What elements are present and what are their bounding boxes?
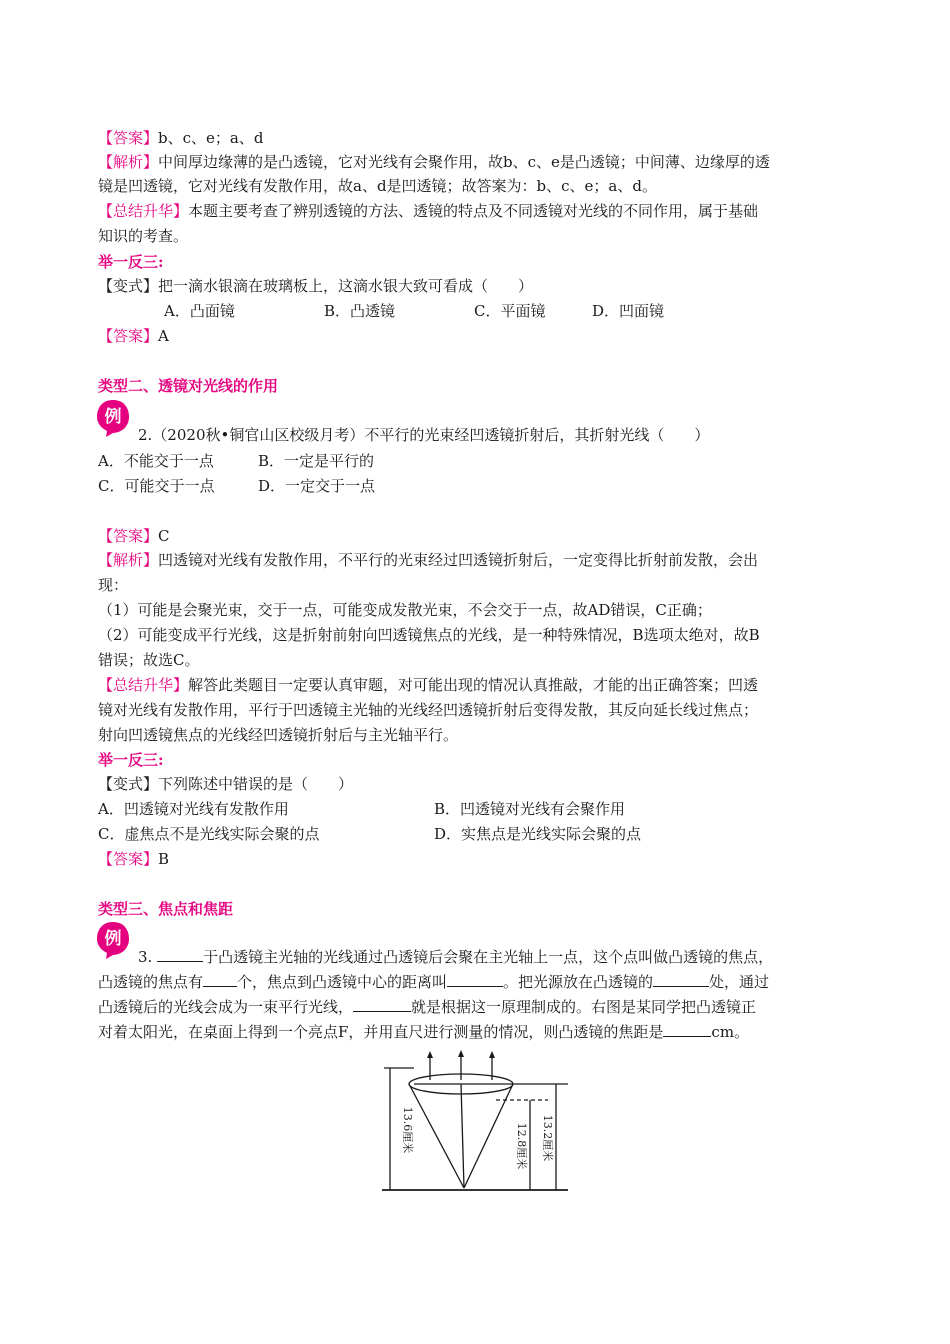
question-text: 凸透镜的焦点有 <box>98 973 204 991</box>
question-text: 于凸透镜主光轴的光线通过凸透镜后会聚在主光轴上一点，这个点叫做凸透镜的焦点， <box>203 948 774 966</box>
question-2: 2.（2020秋•铜官山区校级月考）不平行的光束经凹透镜折射后，其折射光线（ ） <box>138 426 710 444</box>
ruler-label: 13.2厘米 <box>541 1114 554 1162</box>
refracted-ray <box>409 1084 464 1188</box>
analysis-line <box>98 152 770 172</box>
variant-answer-line <box>98 326 169 346</box>
arrow-head-icon <box>427 1051 433 1058</box>
question-number: 3. <box>138 948 153 966</box>
answer-blank[interactable] <box>653 972 709 987</box>
analysis-line: 现： <box>98 576 129 594</box>
ruler-label: 13.6厘米 <box>401 1106 414 1154</box>
answer-line <box>98 526 170 546</box>
question-3-line-1 <box>138 947 773 967</box>
question-text: cm。 <box>711 1023 750 1041</box>
analysis-text: 凹透镜对光线有发散作用，不平行的光束经过凹透镜折射后，一定变得比折射前发散，会出 <box>158 551 759 569</box>
option-c: C．可能交于一点 <box>98 477 215 495</box>
answer-text: B <box>158 850 170 868</box>
answer-tag: 【答案】 <box>98 129 159 147</box>
example-badge-icon <box>96 920 130 960</box>
summary-text: 本题主要考查了辨别透镜的方法、透镜的特点及不同透镜对光线的不同作用，属于基础 <box>188 202 759 220</box>
analysis-text: 中间厚边缘薄的是凸透镜，它对光线有会聚作用，故b、c、e是凸透镜；中间薄、边缘厚的透 <box>158 153 770 171</box>
question-text: 处，通过 <box>709 973 770 991</box>
example-badge-label: 例 <box>104 929 122 949</box>
summary-line <box>98 201 758 221</box>
option-a: A．凸面镜 <box>164 302 235 320</box>
answer-text: A <box>158 327 169 345</box>
answer-line <box>98 128 263 148</box>
variant-answer-line <box>98 849 169 869</box>
option-b: B．凸透镜 <box>324 302 396 320</box>
refracted-ray <box>464 1084 513 1188</box>
answer-blank[interactable] <box>157 947 203 962</box>
practice-heading: 举一反三: <box>98 751 164 769</box>
summary-text: 解答此类题目一定要认真审题，对可能出现的情况认真推敲，才能的出正确答案；凹透 <box>188 676 759 694</box>
answer-blank[interactable] <box>663 1022 711 1037</box>
variant-question: 【变式】把一滴水银滴在玻璃板上，这滴水银大致可看成（ ） <box>98 277 534 295</box>
summary-line: 射向凹透镜焦点的光线经凹透镜折射后与主光轴平行。 <box>98 726 459 744</box>
option-a: A．不能交于一点 <box>98 452 214 470</box>
section-heading-type-2: 类型二、透镜对光线的作用 <box>98 377 279 395</box>
answer-blank[interactable] <box>447 972 503 987</box>
option-d: D．一定交于一点 <box>258 477 376 495</box>
analysis-line <box>98 550 758 570</box>
summary-line <box>98 675 758 695</box>
summary-tag: 【总结升华】 <box>98 676 189 694</box>
question-text: 个，焦点到凸透镜中心的距离叫 <box>237 973 448 991</box>
question-text: 凸透镜后的光线会成为一束平行光线， <box>98 998 354 1016</box>
option-a: A．凹透镜对光线有发散作用 <box>98 800 289 818</box>
ruler-label: 12.8厘米 <box>515 1122 528 1170</box>
arrow-head-icon <box>489 1051 495 1058</box>
variant-question: 【变式】下列陈述中错误的是（ ） <box>98 775 354 793</box>
arrow-head-icon <box>458 1050 464 1057</box>
practice-heading: 举一反三: <box>98 253 164 271</box>
example-badge-icon <box>96 398 130 438</box>
example-badge-label: 例 <box>104 407 122 427</box>
analysis-tag: 【解析】 <box>98 551 159 569</box>
answer-blank[interactable] <box>353 997 411 1012</box>
question-text: 就是根据这一原理制成的。右图是某同学把凸透镜正 <box>411 998 757 1016</box>
option-c: C．虚焦点不是光线实际会聚的点 <box>98 825 320 843</box>
option-d: D．凹面镜 <box>592 302 665 320</box>
principal-axis <box>461 1084 464 1188</box>
analysis-line: （1）可能是会聚光束，交于一点，可能变成发散光束，不会交于一点，故AD错误，C正确； <box>98 601 712 619</box>
question-3-line-2 <box>98 972 769 992</box>
summary-line: 镜对光线有发散作用，平行于凹透镜主光轴的光线经凹透镜折射后变得发散，其反向延长线过焦点； <box>98 701 759 719</box>
question-text: 对着太阳光，在桌面上得到一个亮点F，并用直尺进行测量的情况，则凸透镜的焦距是 <box>98 1023 664 1041</box>
answer-tag: 【答案】 <box>98 527 159 545</box>
analysis-line: 镜是凹透镜，它对光线有发散作用，故a、d是凹透镜；故答案为：b、c、e；a、d。 <box>98 177 657 195</box>
summary-tag: 【总结升华】 <box>98 202 189 220</box>
option-c: C．平面镜 <box>474 302 546 320</box>
option-d: D．实焦点是光线实际会聚的点 <box>434 825 642 843</box>
answer-blank[interactable] <box>203 972 237 987</box>
lens-focus-figure <box>378 1050 578 1196</box>
question-text: 。把光源放在凸透镜的 <box>503 973 654 991</box>
analysis-line: 错误；故选C。 <box>98 651 200 669</box>
answer-text: C <box>158 527 170 545</box>
option-b: B．一定是平行的 <box>258 452 375 470</box>
option-b: B．凹透镜对光线有会聚作用 <box>434 800 626 818</box>
answer-tag: 【答案】 <box>98 327 159 345</box>
analysis-tag: 【解析】 <box>98 153 159 171</box>
summary-line: 知识的考查。 <box>98 227 189 245</box>
question-3-line-4 <box>98 1022 749 1042</box>
answer-tag: 【答案】 <box>98 850 159 868</box>
analysis-line: （2）可能变成平行光线，这是折射前射向凹透镜焦点的光线，是一种特殊情况，B选项太绝对，故B <box>98 626 760 644</box>
answer-text: b、c、e；a、d <box>158 129 264 147</box>
question-3-line-3 <box>98 997 756 1017</box>
section-heading-type-3: 类型三、焦点和焦距 <box>98 900 234 918</box>
